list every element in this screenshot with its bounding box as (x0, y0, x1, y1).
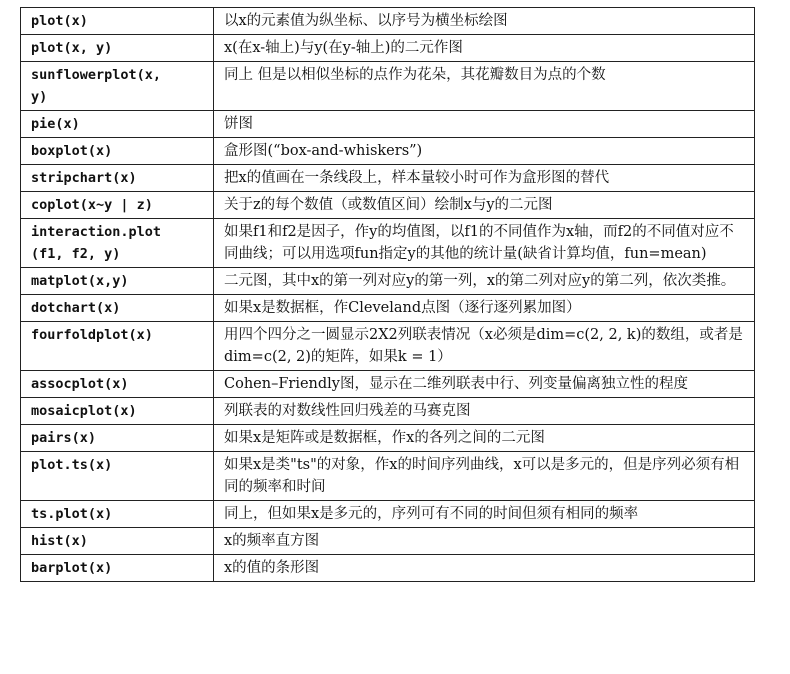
description-cell: 关于z的每个数值（或数值区间）绘制x与y的二元图 (214, 192, 755, 219)
description-cell: 如果x是类"ts"的对象，作x的时间序列曲线，x可以是多元的，但是序列必须有相同的频率和时间 (214, 452, 755, 501)
table-row (21, 398, 755, 425)
table-row (21, 501, 755, 528)
function-cell: interaction.plot (f1, f2, y) (21, 219, 214, 268)
function-cell: coplot(x~y | z) (21, 192, 214, 219)
table-row (21, 452, 755, 501)
table-row (21, 371, 755, 398)
table-row (21, 322, 755, 371)
function-cell: pairs(x) (21, 425, 214, 452)
description-cell: 同上，但如果x是多元的，序列可有不同的时间但须有相同的频率 (214, 501, 755, 528)
function-cell: barplot(x) (21, 555, 214, 582)
function-cell: boxplot(x) (21, 138, 214, 165)
function-cell: stripchart(x) (21, 165, 214, 192)
function-cell: sunflowerplot(x, y) (21, 62, 214, 111)
description-cell: x的频率直方图 (214, 528, 755, 555)
table-row (21, 219, 755, 268)
description-cell: 列联表的对数线性回归残差的马赛克图 (214, 398, 755, 425)
function-cell: matplot(x,y) (21, 268, 214, 295)
table-row (21, 8, 755, 35)
function-cell: hist(x) (21, 528, 214, 555)
table-row (21, 62, 755, 111)
table-row (21, 295, 755, 322)
table-row (21, 528, 755, 555)
function-cell: pie(x) (21, 111, 214, 138)
description-cell: 如果x是数据框，作Cleveland点图（逐行逐列累加图） (214, 295, 755, 322)
description-cell: 如果x是矩阵或是数据框，作x的各列之间的二元图 (214, 425, 755, 452)
description-cell: 以x的元素值为纵坐标、以序号为横坐标绘图 (214, 8, 755, 35)
function-cell: dotchart(x) (21, 295, 214, 322)
function-cell: plot.ts(x) (21, 452, 214, 501)
function-cell: assocplot(x) (21, 371, 214, 398)
description-cell: Cohen–Friendly图，显示在二维列联表中行、列变量偏离独立性的程度 (214, 371, 755, 398)
table-row (21, 138, 755, 165)
table-row (21, 35, 755, 62)
table-row (21, 555, 755, 582)
table-row (21, 111, 755, 138)
description-cell: 用四个四分之一圆显示2X2列联表情况（x必须是dim=c(2, 2, k)的数组，或者是dim=c(2, 2)的矩阵，如果k = 1） (214, 322, 755, 371)
description-cell: 如果f1和f2是因子，作y的均值图，以f1的不同值作为x轴，而f2的不同值对应不同曲线；可以用选项fun指定y的其他的统计量(缺省计算均值，fun=mean) (214, 219, 755, 268)
description-cell: x(在x-轴上)与y(在y-轴上)的二元作图 (214, 35, 755, 62)
table-row (21, 165, 755, 192)
description-cell: 盒形图(“box-and-whiskers”) (214, 138, 755, 165)
description-cell: 同上 但是以相似坐标的点作为花朵，其花瓣数目为点的个数 (214, 62, 755, 111)
table-row (21, 425, 755, 452)
function-cell: fourfoldplot(x) (21, 322, 214, 371)
function-cell: mosaicplot(x) (21, 398, 214, 425)
table-row (21, 192, 755, 219)
function-cell: ts.plot(x) (21, 501, 214, 528)
plot-functions-table (20, 7, 755, 582)
description-cell: 把x的值画在一条线段上，样本量较小时可作为盒形图的替代 (214, 165, 755, 192)
description-cell: x的值的条形图 (214, 555, 755, 582)
description-cell: 饼图 (214, 111, 755, 138)
function-cell: plot(x) (21, 8, 214, 35)
table-body (21, 8, 755, 582)
function-cell: plot(x, y) (21, 35, 214, 62)
description-cell: 二元图，其中x的第一列对应y的第一列，x的第二列对应y的第二列，依次类推。 (214, 268, 755, 295)
table-row (21, 268, 755, 295)
